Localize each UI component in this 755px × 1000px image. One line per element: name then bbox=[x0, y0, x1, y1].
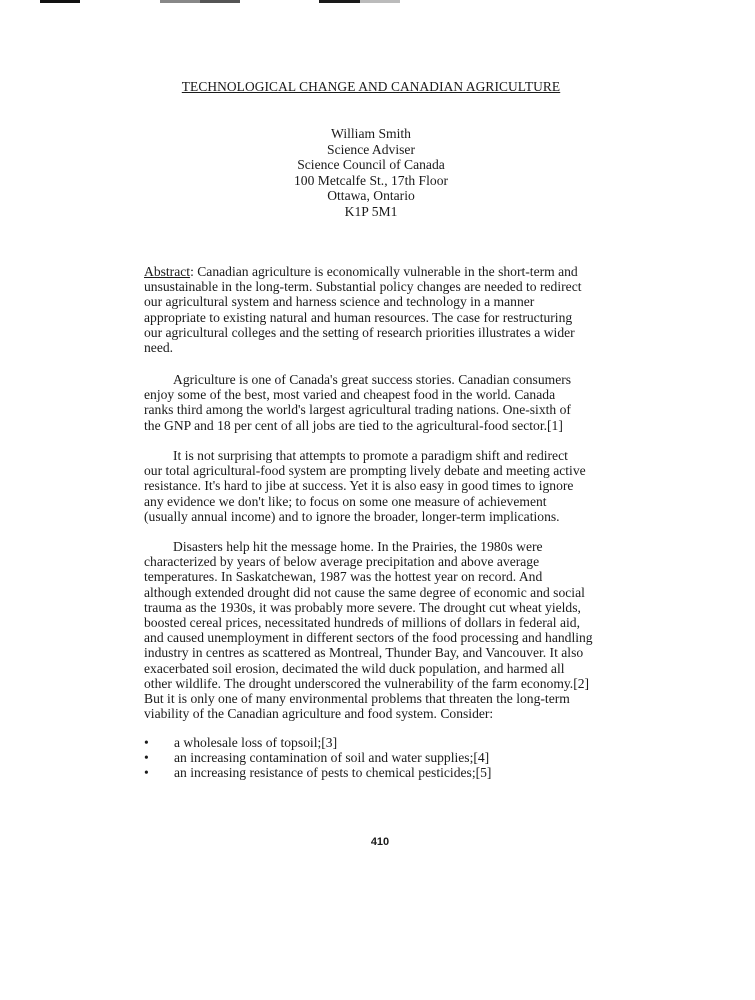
paragraph-line: enjoy some of the best, most varied and cheapest food in the world. Canada bbox=[144, 387, 556, 403]
page-number: 410 bbox=[370, 836, 390, 848]
abstract bbox=[144, 264, 604, 355]
paragraph-line: ranks third among the world's largest agricultural trading nations. One-sixth of bbox=[144, 402, 571, 418]
bullet-text: an increasing resistance of pests to chemical pesticides;[5] bbox=[174, 765, 492, 781]
author-city: Ottawa, Ontario bbox=[327, 188, 415, 203]
paragraph-line: industry in centres as scattered as Montreal, Thunder Bay, and Vancouver. It also bbox=[144, 645, 584, 661]
paragraph-line: It is not surprising that attempts to promote a paradigm shift and redirect bbox=[173, 448, 568, 463]
paragraph-line: But it is only one of many environmental problems that threaten the long-term bbox=[144, 691, 570, 707]
author-name: William Smith bbox=[331, 126, 411, 141]
bullet-item bbox=[144, 735, 614, 750]
scan-artifact-bar bbox=[319, 0, 360, 3]
paragraph-line: characterized by years of below average precipitation and above average bbox=[144, 554, 540, 570]
bullet-icon: • bbox=[144, 765, 149, 781]
paragraph-line: exacerbated soil erosion, decimated the wild duck population, and harmed all bbox=[144, 660, 565, 676]
paragraph-line: our total agricultural-food system are prompting lively debate and meeting active bbox=[144, 463, 586, 479]
paragraph-line: other wildlife. The drought underscored the vulnerability of the farm economy.[2] bbox=[144, 675, 590, 691]
paragraph-line: (usually annual income) and to ignore the broader, longer-term implications. bbox=[144, 508, 560, 524]
paragraph-line: Agriculture is one of Canada's great success stories. Canadian consumers bbox=[173, 372, 572, 387]
abstract-line: unsustainable in the long-term. Substantial policy changes are needed to redirect bbox=[144, 279, 582, 295]
abstract-line: Abstract: Canadian agriculture is economically vulnerable in the short-term and bbox=[144, 264, 578, 279]
paragraph-line: trauma as the 1930s, it was probably more severe. The drought cut wheat yields, bbox=[144, 599, 581, 615]
bullet-text: an increasing contamination of soil and water supplies;[4] bbox=[174, 750, 490, 766]
paragraph-line: resistance. It's hard to jibe at success. Yet it is also easy in good times to ignore bbox=[144, 478, 574, 494]
abstract-line: our agricultural colleges and the setting of research priorities illustrates a wider bbox=[144, 324, 575, 340]
paragraph-line: any evidence we don't like; to focus on some one measure of achievement bbox=[144, 493, 547, 509]
scan-artifact-bar bbox=[360, 0, 400, 3]
abstract-line: need. bbox=[144, 340, 174, 356]
bullet-icon: • bbox=[144, 735, 149, 750]
paragraph-line: and caused unemployment in different sectors of the food processing and handling bbox=[144, 630, 593, 646]
bullet-list bbox=[144, 735, 614, 781]
author-postal-code: K1P 5M1 bbox=[344, 203, 398, 219]
author-street-address: 100 Metcalfe St., 17th Floor bbox=[293, 172, 449, 188]
paragraph-1 bbox=[144, 372, 604, 433]
bullet-item bbox=[144, 750, 614, 765]
scan-artifact-bar bbox=[200, 0, 240, 3]
paragraph-2 bbox=[144, 448, 604, 524]
bullet-text: a wholesale loss of topsoil;[3] bbox=[174, 735, 338, 750]
bullet-icon: • bbox=[144, 750, 149, 766]
paragraph-line: temperatures. In Saskatchewan, 1987 was the hottest year on record. And bbox=[144, 569, 543, 585]
abstract-line: our agricultural system and harness science and technology in a manner bbox=[144, 294, 535, 310]
paragraph-line: the GNP and 18 per cent of all jobs are tied to the agricultural-food sector.[1] bbox=[144, 417, 563, 433]
paragraph-3 bbox=[144, 539, 604, 721]
paragraph-line: although extended drought did not cause the same degree of economic and social bbox=[144, 584, 585, 600]
paragraph-line: boosted cereal prices, necessitated hundreds of millions of dollars in federal aid, bbox=[144, 615, 580, 631]
author-block bbox=[0, 126, 742, 219]
author-position: Science Adviser bbox=[327, 141, 415, 157]
author-organization: Science Council of Canada bbox=[297, 157, 445, 172]
scan-artifact-bar bbox=[40, 0, 80, 3]
bullet-item bbox=[144, 765, 614, 780]
abstract-label: Abstract bbox=[144, 264, 191, 279]
document-title: TECHNOLOGICAL CHANGE AND CANADIAN AGRICULTURE bbox=[181, 79, 561, 94]
scan-artifact-bar bbox=[160, 0, 200, 3]
paragraph-line: Disasters help hit the message home. In the Prairies, the 1980s were bbox=[173, 539, 543, 554]
paragraph-line: viability of the Canadian agriculture and food system. Consider: bbox=[144, 706, 494, 722]
abstract-line: appropriate to existing natural and human resources. The case for restructuring bbox=[144, 309, 573, 325]
